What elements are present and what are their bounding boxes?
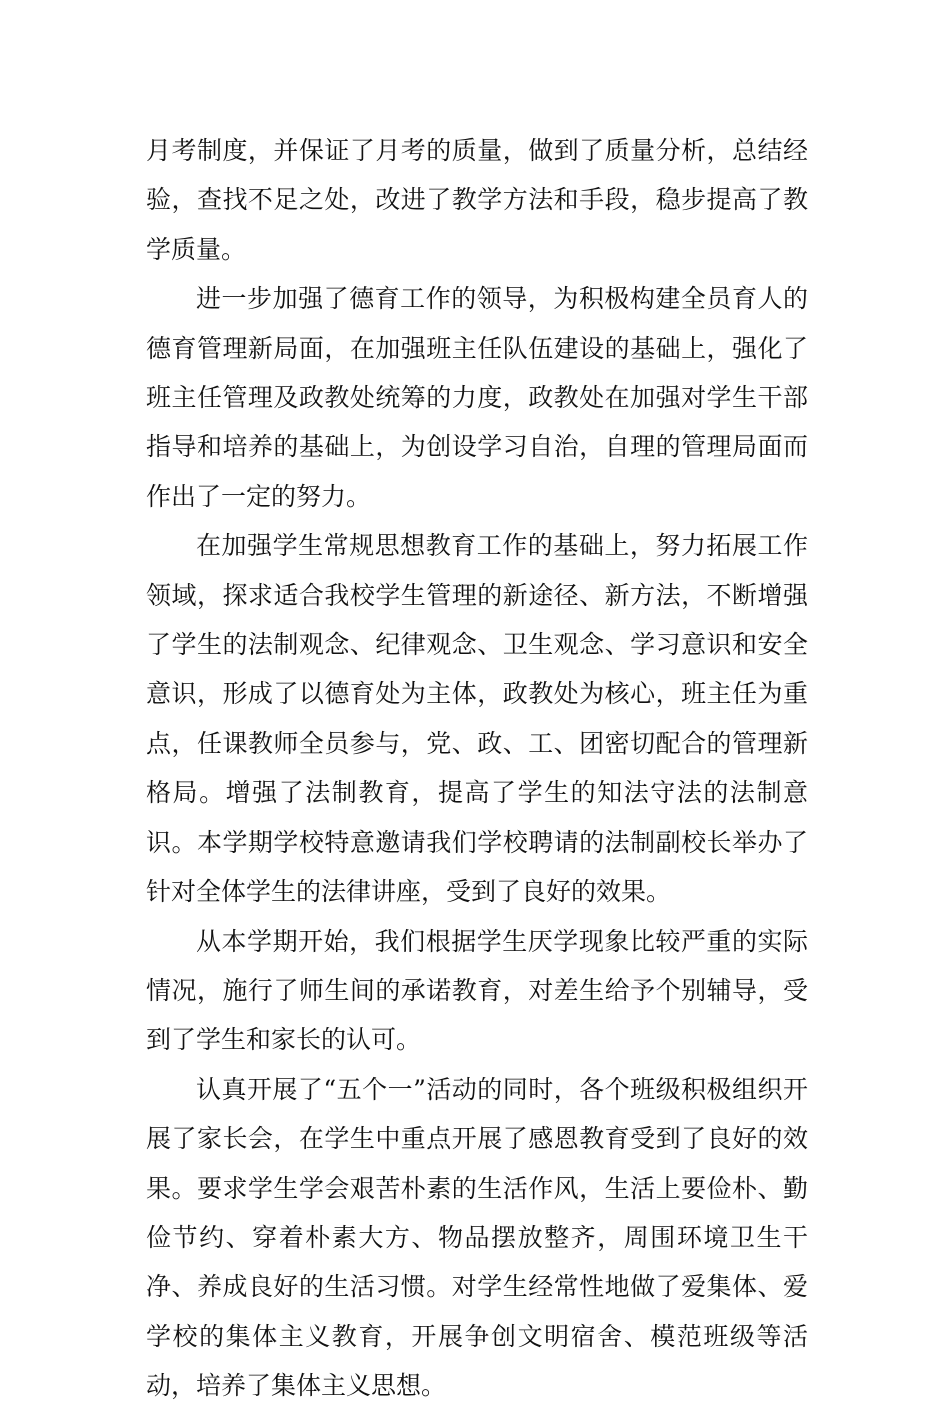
document-body: [146, 126, 808, 1411]
paragraph-moral-education: 进一步加强了德育工作的领导，为积极构建全员育人的德育管理新局面，在加强班主任队伍建设的基础上，强化了班主任管理及政教处统筹的力度，政教处在加强对学生干部指导和培养的基础上，为创设学习自治，自理的管理局面而作出了一定的努力。: [146, 284, 808, 511]
paragraph-continued: 月考制度，并保证了月考的质量，做到了质量分析，总结经验，查找不足之处，改进了教学方法和手段，稳步提高了教学质量。: [146, 136, 808, 264]
paragraph-commitment-education: 从本学期开始，我们根据学生厌学现象比较严重的实际情况，施行了师生间的承诺教育，对差生给予个别辅导，受到了学生和家长的认可。: [146, 926, 808, 1055]
paragraph-five-ones-activity: 认真开展了“五个一”活动的同时，各个班级积极组织开展了家长会，在学生中重点开展了感恩教育受到了良好的效果。要求学生学会艰苦朴素的生活作风，生活上要俭朴、勤俭节约、穿着朴素大方、物品摆放整齐，周围环境卫生干净、养成良好的生活习惯。对学生经常性地做了爱集体、爱学校的集体主义教育，开展争创文明宿舍、模范班级等活动，培养了集体主义思想。: [146, 1074, 808, 1401]
paragraph-student-management: 在加强学生常规思想教育工作的基础上，努力拓展工作领域，探求适合我校学生管理的新途径、新方法，不断增强了学生的法制观念、纪律观念、卫生观念、学习意识和安全意识，形成了以德育处为主体，政教处为核心，班主任为重点，任课教师全员参与，党、政、工、团密切配合的管理新格局。增强了法制教育，提高了学生的知法守法的法制意识。本学期学校特意邀请我们学校聘请的法制副校长举办了针对全体学生的法律讲座，受到了良好的效果。: [146, 531, 808, 907]
